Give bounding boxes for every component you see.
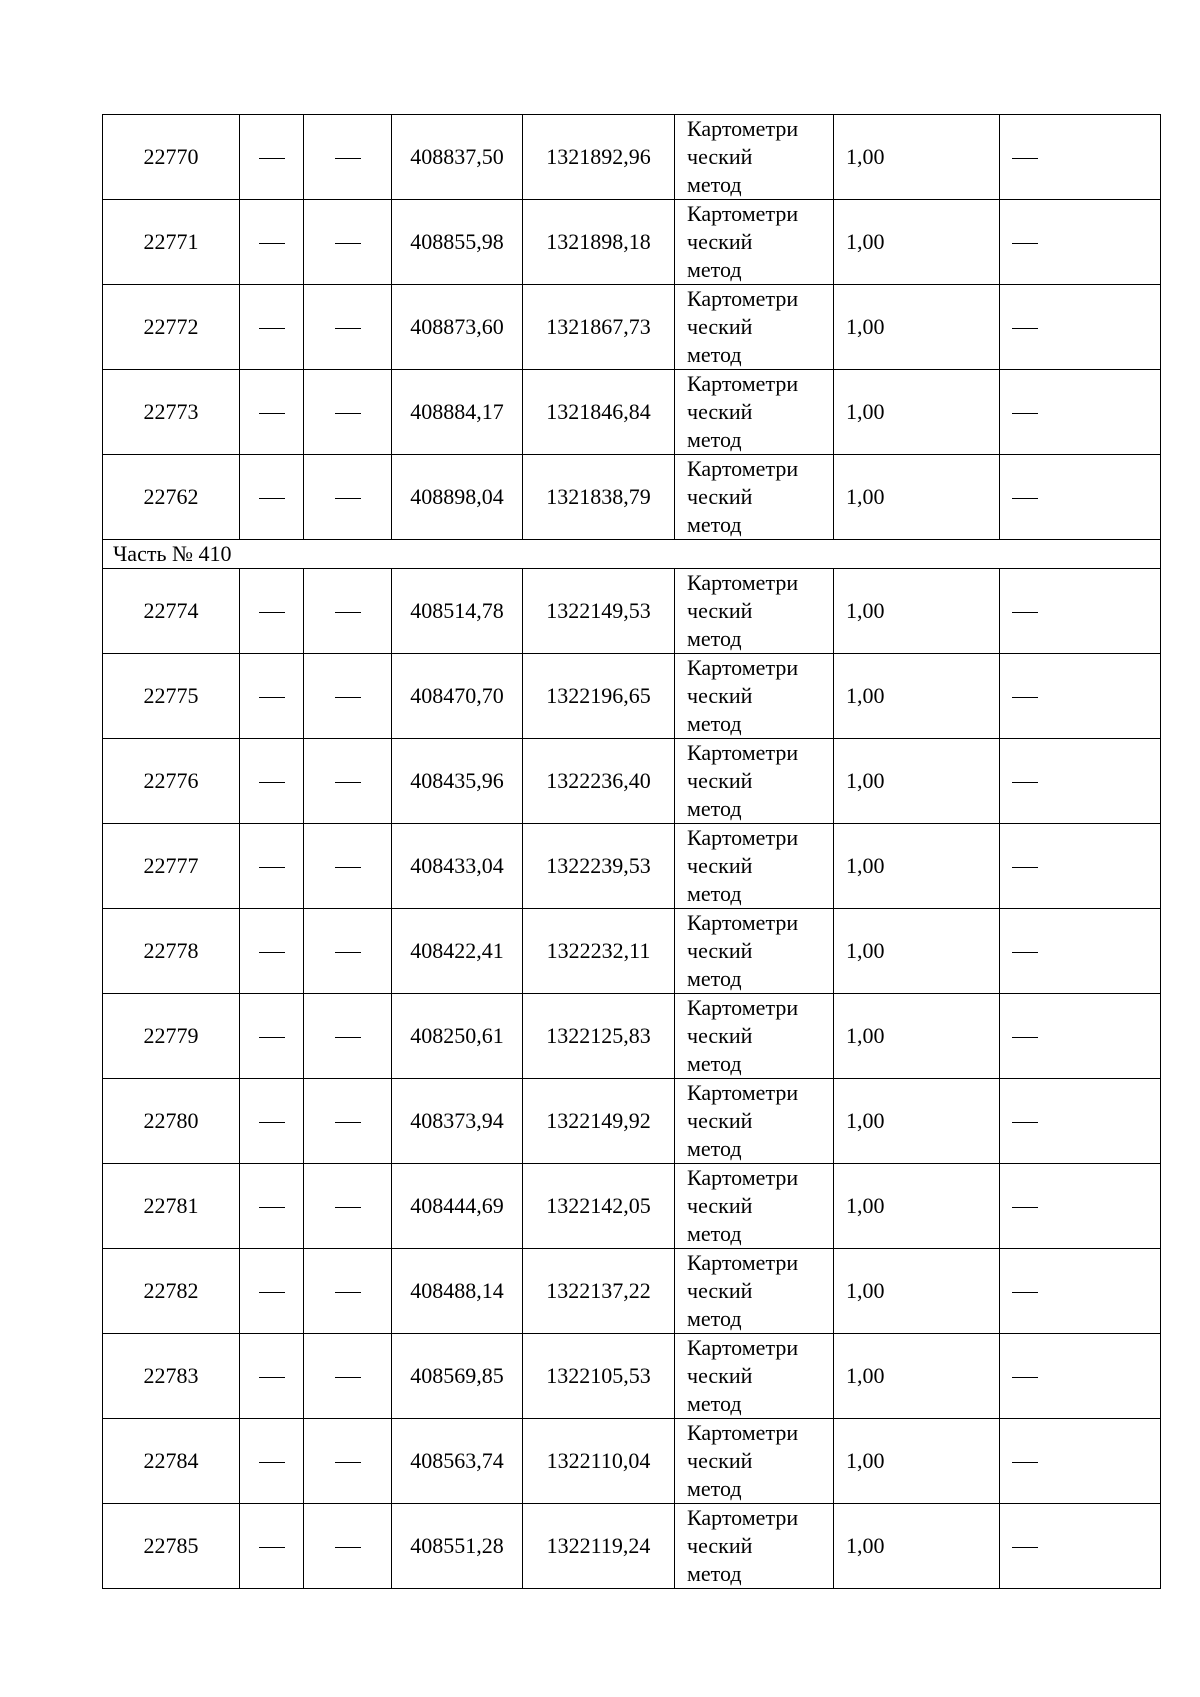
method-line: Картометри bbox=[687, 1250, 799, 1275]
empty-cell-1 bbox=[240, 654, 304, 739]
dash-mark bbox=[1012, 1122, 1038, 1123]
dash-mark bbox=[1012, 1462, 1038, 1463]
y-coordinate-cell: 1322125,83 bbox=[523, 994, 675, 1079]
empty-cell-1 bbox=[240, 455, 304, 540]
empty-cell-1 bbox=[240, 1504, 304, 1589]
y-coordinate-cell: 1322149,92 bbox=[523, 1079, 675, 1164]
dash-mark bbox=[1012, 1547, 1038, 1548]
x-coordinate-cell: 408855,98 bbox=[392, 200, 523, 285]
method-line: ческий bbox=[687, 853, 753, 878]
x-coordinate-cell: 408514,78 bbox=[392, 569, 523, 654]
table-row bbox=[103, 115, 1161, 200]
table-row bbox=[103, 455, 1161, 540]
section-title: Часть № 410 bbox=[103, 540, 1161, 569]
empty-cell-1 bbox=[240, 1249, 304, 1334]
method-cell bbox=[675, 370, 834, 455]
dash-mark bbox=[335, 1207, 361, 1208]
method-line: метод bbox=[687, 512, 742, 537]
empty-cell-2 bbox=[304, 455, 392, 540]
method-line: метод bbox=[687, 966, 742, 991]
method-line: метод bbox=[687, 172, 742, 197]
table-row bbox=[103, 1249, 1161, 1334]
dash-mark bbox=[1012, 243, 1038, 244]
empty-cell-2 bbox=[304, 1419, 392, 1504]
x-coordinate-cell: 408422,41 bbox=[392, 909, 523, 994]
y-coordinate-cell: 1322196,65 bbox=[523, 654, 675, 739]
dash-mark bbox=[1012, 328, 1038, 329]
y-coordinate-cell: 1322119,24 bbox=[523, 1504, 675, 1589]
empty-cell-2 bbox=[304, 115, 392, 200]
method-line: Картометри bbox=[687, 1420, 799, 1445]
method-line: Картометри bbox=[687, 201, 799, 226]
y-coordinate-cell: 1321838,79 bbox=[523, 455, 675, 540]
method-line: ческий bbox=[687, 683, 753, 708]
x-coordinate-cell: 408884,17 bbox=[392, 370, 523, 455]
empty-cell-2 bbox=[304, 200, 392, 285]
method-cell bbox=[675, 909, 834, 994]
method-line: метод bbox=[687, 1391, 742, 1416]
description-cell bbox=[1000, 1249, 1161, 1334]
method-line: метод bbox=[687, 626, 742, 651]
empty-cell-1 bbox=[240, 909, 304, 994]
dash-mark bbox=[1012, 1037, 1038, 1038]
empty-cell-2 bbox=[304, 1504, 392, 1589]
description-cell bbox=[1000, 200, 1161, 285]
method-line: Картометри bbox=[687, 740, 799, 765]
dash-mark bbox=[259, 328, 285, 329]
dash-mark bbox=[259, 1547, 285, 1548]
method-line: метод bbox=[687, 796, 742, 821]
x-coordinate-cell: 408898,04 bbox=[392, 455, 523, 540]
dash-mark bbox=[1012, 1207, 1038, 1208]
empty-cell-2 bbox=[304, 1079, 392, 1164]
point-number-cell: 22772 bbox=[103, 285, 240, 370]
method-line: ческий bbox=[687, 144, 753, 169]
method-line: ческий bbox=[687, 1533, 753, 1558]
method-cell bbox=[675, 1419, 834, 1504]
point-number-cell: 22775 bbox=[103, 654, 240, 739]
method-cell bbox=[675, 739, 834, 824]
description-cell bbox=[1000, 1164, 1161, 1249]
method-cell bbox=[675, 569, 834, 654]
method-line: метод bbox=[687, 881, 742, 906]
method-line: метод bbox=[687, 711, 742, 736]
point-number-cell: 22771 bbox=[103, 200, 240, 285]
method-line: метод bbox=[687, 1136, 742, 1161]
empty-cell-1 bbox=[240, 569, 304, 654]
dash-mark bbox=[335, 782, 361, 783]
empty-cell-1 bbox=[240, 200, 304, 285]
y-coordinate-cell: 1321846,84 bbox=[523, 370, 675, 455]
point-number-cell: 22785 bbox=[103, 1504, 240, 1589]
method-cell bbox=[675, 455, 834, 540]
method-cell bbox=[675, 824, 834, 909]
accuracy-cell: 1,00 bbox=[834, 200, 1000, 285]
method-cell bbox=[675, 200, 834, 285]
empty-cell-1 bbox=[240, 370, 304, 455]
point-number-cell: 22780 bbox=[103, 1079, 240, 1164]
method-line: Картометри bbox=[687, 371, 799, 396]
table-row bbox=[103, 909, 1161, 994]
dash-mark bbox=[335, 952, 361, 953]
description-cell bbox=[1000, 824, 1161, 909]
dash-mark bbox=[259, 1462, 285, 1463]
dash-mark bbox=[259, 782, 285, 783]
dash-mark bbox=[335, 867, 361, 868]
table-row bbox=[103, 739, 1161, 824]
method-line: Картометри bbox=[687, 1080, 799, 1105]
x-coordinate-cell: 408435,96 bbox=[392, 739, 523, 824]
y-coordinate-cell: 1322239,53 bbox=[523, 824, 675, 909]
description-cell bbox=[1000, 569, 1161, 654]
accuracy-cell: 1,00 bbox=[834, 1504, 1000, 1589]
empty-cell-1 bbox=[240, 1164, 304, 1249]
method-cell bbox=[675, 1249, 834, 1334]
point-number-cell: 22783 bbox=[103, 1334, 240, 1419]
method-line: Картометри bbox=[687, 1165, 799, 1190]
description-cell bbox=[1000, 115, 1161, 200]
x-coordinate-cell: 408433,04 bbox=[392, 824, 523, 909]
method-cell bbox=[675, 1504, 834, 1589]
table-row bbox=[103, 285, 1161, 370]
empty-cell-2 bbox=[304, 1249, 392, 1334]
dash-mark bbox=[1012, 158, 1038, 159]
accuracy-cell: 1,00 bbox=[834, 455, 1000, 540]
x-coordinate-cell: 408569,85 bbox=[392, 1334, 523, 1419]
dash-mark bbox=[259, 413, 285, 414]
y-coordinate-cell: 1321892,96 bbox=[523, 115, 675, 200]
method-line: Картометри bbox=[687, 910, 799, 935]
point-number-cell: 22781 bbox=[103, 1164, 240, 1249]
method-line: Картометри bbox=[687, 286, 799, 311]
method-line: Картометри bbox=[687, 655, 799, 680]
empty-cell-2 bbox=[304, 1334, 392, 1419]
dash-mark bbox=[1012, 867, 1038, 868]
description-cell bbox=[1000, 370, 1161, 455]
table-row bbox=[103, 1419, 1161, 1504]
y-coordinate-cell: 1322236,40 bbox=[523, 739, 675, 824]
accuracy-cell: 1,00 bbox=[834, 370, 1000, 455]
x-coordinate-cell: 408488,14 bbox=[392, 1249, 523, 1334]
accuracy-cell: 1,00 bbox=[834, 569, 1000, 654]
dash-mark bbox=[1012, 782, 1038, 783]
table-row bbox=[103, 569, 1161, 654]
table-row bbox=[103, 1504, 1161, 1589]
dash-mark bbox=[259, 1377, 285, 1378]
method-line: ческий bbox=[687, 938, 753, 963]
accuracy-cell: 1,00 bbox=[834, 1334, 1000, 1419]
method-line: ческий bbox=[687, 1278, 753, 1303]
method-line: метод bbox=[687, 1476, 742, 1501]
empty-cell-1 bbox=[240, 824, 304, 909]
empty-cell-1 bbox=[240, 739, 304, 824]
dash-mark bbox=[335, 413, 361, 414]
description-cell bbox=[1000, 994, 1161, 1079]
dash-mark bbox=[1012, 498, 1038, 499]
dash-mark bbox=[1012, 1377, 1038, 1378]
empty-cell-2 bbox=[304, 654, 392, 739]
y-coordinate-cell: 1322110,04 bbox=[523, 1419, 675, 1504]
point-number-cell: 22773 bbox=[103, 370, 240, 455]
method-line: ческий bbox=[687, 1023, 753, 1048]
x-coordinate-cell: 408444,69 bbox=[392, 1164, 523, 1249]
method-line: метод bbox=[687, 342, 742, 367]
accuracy-cell: 1,00 bbox=[834, 1164, 1000, 1249]
accuracy-cell: 1,00 bbox=[834, 285, 1000, 370]
dash-mark bbox=[259, 243, 285, 244]
method-line: Картометри bbox=[687, 995, 799, 1020]
empty-cell-1 bbox=[240, 1419, 304, 1504]
dash-mark bbox=[1012, 1292, 1038, 1293]
dash-mark bbox=[259, 1037, 285, 1038]
method-cell bbox=[675, 994, 834, 1079]
x-coordinate-cell: 408551,28 bbox=[392, 1504, 523, 1589]
dash-mark bbox=[335, 243, 361, 244]
dash-mark bbox=[335, 1377, 361, 1378]
section-header-row bbox=[103, 540, 1161, 569]
dash-mark bbox=[259, 867, 285, 868]
x-coordinate-cell: 408470,70 bbox=[392, 654, 523, 739]
dash-mark bbox=[1012, 413, 1038, 414]
table-row bbox=[103, 200, 1161, 285]
empty-cell-1 bbox=[240, 115, 304, 200]
method-line: метод bbox=[687, 1561, 742, 1586]
empty-cell-2 bbox=[304, 909, 392, 994]
table-body bbox=[103, 115, 1161, 1589]
point-number-cell: 22770 bbox=[103, 115, 240, 200]
dash-mark bbox=[335, 1122, 361, 1123]
method-cell bbox=[675, 1079, 834, 1164]
dash-mark bbox=[335, 1547, 361, 1548]
empty-cell-2 bbox=[304, 824, 392, 909]
dash-mark bbox=[335, 1462, 361, 1463]
empty-cell-1 bbox=[240, 1334, 304, 1419]
point-number-cell: 22784 bbox=[103, 1419, 240, 1504]
point-number-cell: 22778 bbox=[103, 909, 240, 994]
method-line: ческий bbox=[687, 1448, 753, 1473]
accuracy-cell: 1,00 bbox=[834, 1419, 1000, 1504]
method-cell bbox=[675, 1164, 834, 1249]
x-coordinate-cell: 408250,61 bbox=[392, 994, 523, 1079]
y-coordinate-cell: 1322142,05 bbox=[523, 1164, 675, 1249]
method-line: Картометри bbox=[687, 1335, 799, 1360]
description-cell bbox=[1000, 1334, 1161, 1419]
y-coordinate-cell: 1322232,11 bbox=[523, 909, 675, 994]
method-cell bbox=[675, 654, 834, 739]
dash-mark bbox=[259, 697, 285, 698]
method-line: Картометри bbox=[687, 1505, 799, 1530]
x-coordinate-cell: 408873,60 bbox=[392, 285, 523, 370]
method-line: метод bbox=[687, 257, 742, 282]
dash-mark bbox=[259, 1292, 285, 1293]
accuracy-cell: 1,00 bbox=[834, 1249, 1000, 1334]
description-cell bbox=[1000, 909, 1161, 994]
dash-mark bbox=[1012, 612, 1038, 613]
method-line: Картометри bbox=[687, 116, 799, 141]
x-coordinate-cell: 408373,94 bbox=[392, 1079, 523, 1164]
accuracy-cell: 1,00 bbox=[834, 115, 1000, 200]
y-coordinate-cell: 1321867,73 bbox=[523, 285, 675, 370]
method-cell bbox=[675, 285, 834, 370]
point-number-cell: 22762 bbox=[103, 455, 240, 540]
x-coordinate-cell: 408563,74 bbox=[392, 1419, 523, 1504]
dash-mark bbox=[335, 612, 361, 613]
method-line: ческий bbox=[687, 399, 753, 424]
dash-mark bbox=[259, 612, 285, 613]
point-number-cell: 22779 bbox=[103, 994, 240, 1079]
y-coordinate-cell: 1322149,53 bbox=[523, 569, 675, 654]
description-cell bbox=[1000, 739, 1161, 824]
method-line: ческий bbox=[687, 1108, 753, 1133]
method-line: метод bbox=[687, 1051, 742, 1076]
empty-cell-2 bbox=[304, 370, 392, 455]
y-coordinate-cell: 1322105,53 bbox=[523, 1334, 675, 1419]
description-cell bbox=[1000, 1079, 1161, 1164]
y-coordinate-cell: 1321898,18 bbox=[523, 200, 675, 285]
method-line: ческий bbox=[687, 1193, 753, 1218]
empty-cell-2 bbox=[304, 569, 392, 654]
description-cell bbox=[1000, 1419, 1161, 1504]
table-row bbox=[103, 370, 1161, 455]
method-line: ческий bbox=[687, 768, 753, 793]
accuracy-cell: 1,00 bbox=[834, 994, 1000, 1079]
dash-mark bbox=[335, 158, 361, 159]
accuracy-cell: 1,00 bbox=[834, 909, 1000, 994]
method-line: метод bbox=[687, 427, 742, 452]
table-row bbox=[103, 654, 1161, 739]
coordinates-table bbox=[102, 114, 1161, 1589]
table-row bbox=[103, 1334, 1161, 1419]
point-number-cell: 22774 bbox=[103, 569, 240, 654]
dash-mark bbox=[259, 952, 285, 953]
table-row bbox=[103, 824, 1161, 909]
dash-mark bbox=[335, 1037, 361, 1038]
accuracy-cell: 1,00 bbox=[834, 739, 1000, 824]
point-number-cell: 22776 bbox=[103, 739, 240, 824]
method-line: ческий bbox=[687, 484, 753, 509]
y-coordinate-cell: 1322137,22 bbox=[523, 1249, 675, 1334]
method-line: ческий bbox=[687, 314, 753, 339]
dash-mark bbox=[259, 1122, 285, 1123]
method-line: Картометри bbox=[687, 570, 799, 595]
dash-mark bbox=[335, 498, 361, 499]
accuracy-cell: 1,00 bbox=[834, 824, 1000, 909]
point-number-cell: 22782 bbox=[103, 1249, 240, 1334]
method-line: ческий bbox=[687, 229, 753, 254]
dash-mark bbox=[259, 1207, 285, 1208]
accuracy-cell: 1,00 bbox=[834, 1079, 1000, 1164]
description-cell bbox=[1000, 1504, 1161, 1589]
accuracy-cell: 1,00 bbox=[834, 654, 1000, 739]
method-line: ческий bbox=[687, 598, 753, 623]
description-cell bbox=[1000, 654, 1161, 739]
empty-cell-2 bbox=[304, 285, 392, 370]
empty-cell-2 bbox=[304, 1164, 392, 1249]
table-row bbox=[103, 1079, 1161, 1164]
point-number-cell: 22777 bbox=[103, 824, 240, 909]
dash-mark bbox=[335, 1292, 361, 1293]
dash-mark bbox=[335, 328, 361, 329]
method-line: Картометри bbox=[687, 456, 799, 481]
empty-cell-2 bbox=[304, 739, 392, 824]
method-line: Картометри bbox=[687, 825, 799, 850]
empty-cell-1 bbox=[240, 994, 304, 1079]
empty-cell-1 bbox=[240, 285, 304, 370]
dash-mark bbox=[335, 697, 361, 698]
method-line: метод bbox=[687, 1221, 742, 1246]
method-line: ческий bbox=[687, 1363, 753, 1388]
method-cell bbox=[675, 1334, 834, 1419]
empty-cell-2 bbox=[304, 994, 392, 1079]
x-coordinate-cell: 408837,50 bbox=[392, 115, 523, 200]
method-cell bbox=[675, 115, 834, 200]
dash-mark bbox=[259, 498, 285, 499]
description-cell bbox=[1000, 285, 1161, 370]
table-row bbox=[103, 994, 1161, 1079]
table-row bbox=[103, 1164, 1161, 1249]
dash-mark bbox=[259, 158, 285, 159]
dash-mark bbox=[1012, 697, 1038, 698]
method-line: метод bbox=[687, 1306, 742, 1331]
empty-cell-1 bbox=[240, 1079, 304, 1164]
description-cell bbox=[1000, 455, 1161, 540]
dash-mark bbox=[1012, 952, 1038, 953]
